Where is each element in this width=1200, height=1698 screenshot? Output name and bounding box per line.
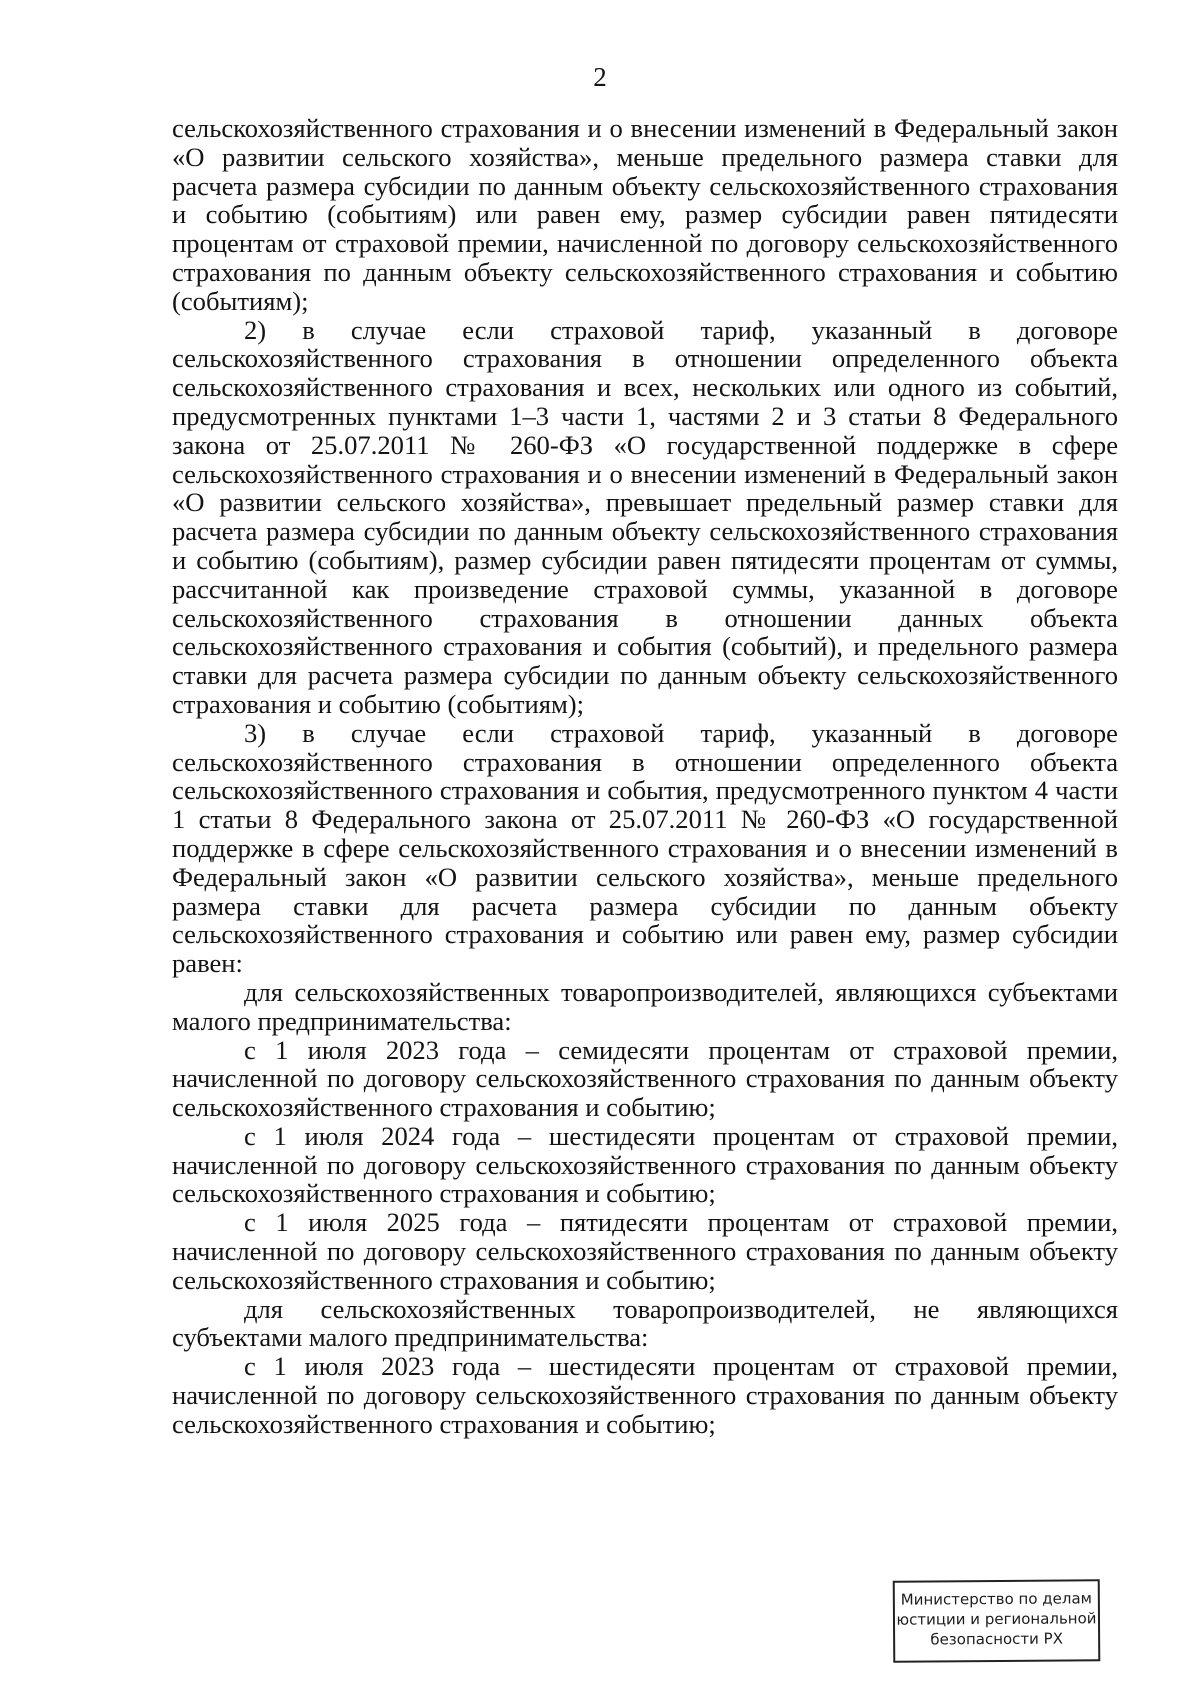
paragraph-item-3: 3) в случае если страховой тариф, указанный в договоре сельскохозяйственного страхования в отношении определенного объекта сельскохозяйственного страхования и события, предусмотренного пунктом 4 части 1 статьи 8 Федерального закона от 25.07.2011 № 260-ФЗ «О государственной поддержке в сфере сельскохозяйственного страхования и о внесении изменений в Федеральный закон «О развитии сельского хозяйства», меньше предельного размера ставки для расчета размера субсидии по данным объекту сельскохозяйственного страхования и событию или равен ему, размер субсидии равен: — [172, 717, 1118, 979]
stamp-line-3: безопасности РХ — [930, 1629, 1064, 1649]
document-body — [172, 114, 1118, 1439]
paragraph-item-2: 2) в случае если страховой тариф, указанный в договоре сельскохозяйственного страхования в отношении определенного объекта сельскохозяйственного страхования и всех, нескольких или одного из событий, предусмотренных пунктами 1–3 части 1, частями 2 и 3 статьи 8 Федерального закона от 25.07.2011 № 260-ФЗ «О государственной поддержке в сфере сельскохозяйственного страхования и о внесении изменений в Федеральный закон «О развитии сельского хозяйства», превышает предельный размер ставки для расчета размера субсидии по данным объекту сельскохозяйственного страхования и событию (событиям), размер субсидии равен пятидесяти процентам от суммы, рассчитанной как произведение страховой суммы, указанной в договоре сельскохозяйственного страхования в отношении данных объекта сельскохозяйственного страхования и события (событий), и предельного размера ставки для расчета размера субсидии по данным объекту сельскохозяйственного страхования и событию (событиям); — [172, 314, 1118, 719]
paragraph-continuation: сельскохозяйственного страхования и о внесении изменений в Федеральный закон «О развитии сельского хозяйства», меньше предельного размера ставки для расчета размера субсидии по данным объекту сельскохозяйственного страхования и событию (событиям) или равен ему, размер субсидии равен пятидесяти процентам от страховой премии, начисленной по договору сельскохозяйственного страхования по данным объекту сельскохозяйственного страхования и событию (событиям); — [172, 113, 1118, 316]
paragraph-small-business-heading: для сельскохозяйственных товаропроизводителей, являющихся субъектами малого предпринимательства: — [172, 976, 1118, 1036]
paragraph-small-business-2025: с 1 июля 2025 года – пятидесяти процентам от страховой премии, начисленной по договору сельскохозяйственного страхования по данным объекту сельскохозяйственного страхования и событию; — [172, 1207, 1118, 1295]
ministry-stamp — [893, 1579, 1101, 1662]
paragraph-small-business-2023: с 1 июля 2023 года – семидесяти процентам от страховой премии, начисленной по договору сельскохозяйственного страхования по данным объекту сельскохозяйственного страхования и событию; — [172, 1034, 1118, 1123]
paragraph-non-small-business-heading: для сельскохозяйственных товаропроизводителей, не являющихся субъектами малого предпринимательства: — [172, 1293, 1118, 1353]
page-number: 2 — [593, 62, 607, 92]
paragraph-small-business-2024: с 1 июля 2024 года – шестидесяти процентам от страховой премии, начисленной по договору сельскохозяйственного страхования по данным объекту сельскохозяйственного страхования и событию; — [172, 1120, 1118, 1209]
paragraph-non-small-business-2023: с 1 июля 2023 года – шестидесяти процентам от страховой премии, начисленной по договору сельскохозяйственного страхования по данным объекту сельскохозяйственного страхования и событию; — [172, 1351, 1118, 1439]
stamp-line-1: Министерство по делам — [900, 1589, 1093, 1609]
stamp-line-2: юстиции и региональной — [896, 1609, 1097, 1629]
